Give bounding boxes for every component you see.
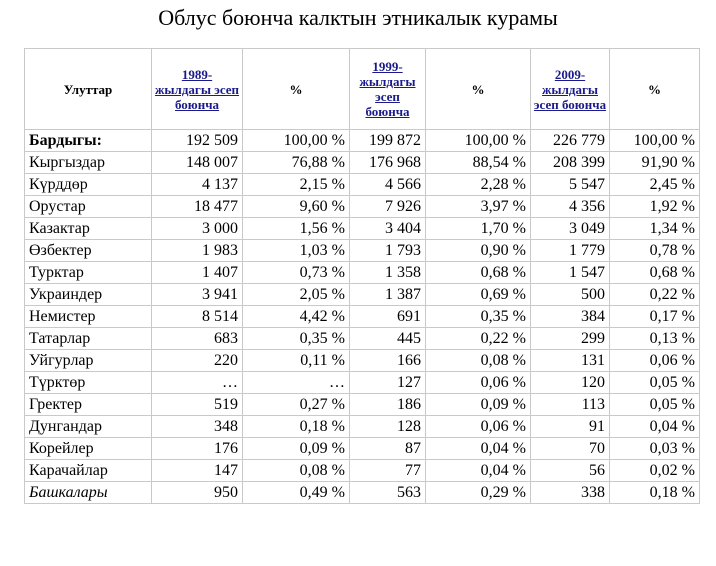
percent-cell: 0,90 % [426, 240, 531, 262]
count-cell: 56 [531, 460, 610, 482]
count-cell: 4 566 [350, 174, 426, 196]
count-cell: 3 049 [531, 218, 610, 240]
percent-cell: 0,35 % [243, 328, 350, 350]
count-cell: 500 [531, 284, 610, 306]
count-cell: 691 [350, 306, 426, 328]
percent-cell: 0,18 % [610, 482, 700, 504]
header-percent-2009: % [610, 49, 700, 130]
percent-cell: 0,11 % [243, 350, 350, 372]
count-cell: 120 [531, 372, 610, 394]
header-nationalities: Улуттар [25, 49, 152, 130]
table-row [25, 372, 700, 394]
header-percent-1989: % [243, 49, 350, 130]
count-cell: 70 [531, 438, 610, 460]
nationality-cell: Бардыгы: [25, 130, 152, 152]
count-cell: 384 [531, 306, 610, 328]
table-row [25, 174, 700, 196]
count-cell: 166 [350, 350, 426, 372]
count-cell: 445 [350, 328, 426, 350]
percent-cell: 3,97 % [426, 196, 531, 218]
percent-cell: 0,06 % [426, 416, 531, 438]
percent-cell: 1,03 % [243, 240, 350, 262]
table-row [25, 284, 700, 306]
table-row [25, 416, 700, 438]
count-cell: 1 793 [350, 240, 426, 262]
count-cell: 1 358 [350, 262, 426, 284]
nationality-cell: Гректер [25, 394, 152, 416]
count-cell: 176 [152, 438, 243, 460]
table-row [25, 306, 700, 328]
percent-cell: 0,03 % [610, 438, 700, 460]
nationality-cell: Уйгурлар [25, 350, 152, 372]
table-row [25, 196, 700, 218]
count-cell: 3 941 [152, 284, 243, 306]
percent-cell: 0,29 % [426, 482, 531, 504]
percent-cell: 0,68 % [426, 262, 531, 284]
count-cell: 1 779 [531, 240, 610, 262]
count-cell: … [152, 372, 243, 394]
count-cell: 18 477 [152, 196, 243, 218]
nationality-cell: Турктар [25, 262, 152, 284]
count-cell: 1 547 [531, 262, 610, 284]
census-1989-link[interactable]: 1989-жылдагы эсеп боюнча [154, 66, 240, 112]
percent-cell: 0,78 % [610, 240, 700, 262]
count-cell: 1 387 [350, 284, 426, 306]
count-cell: 8 514 [152, 306, 243, 328]
table-row [25, 438, 700, 460]
percent-cell: 0,04 % [426, 460, 531, 482]
percent-cell: 0,06 % [426, 372, 531, 394]
nationality-cell: Күрддөр [25, 174, 152, 196]
count-cell: 91 [531, 416, 610, 438]
percent-cell: 76,88 % [243, 152, 350, 174]
percent-cell: 9,60 % [243, 196, 350, 218]
percent-cell: 2,45 % [610, 174, 700, 196]
percent-cell: 0,69 % [426, 284, 531, 306]
nationality-cell: Украиндер [25, 284, 152, 306]
census-2009-link[interactable]: 2009-жылдагы эсеп боюнча [533, 66, 607, 112]
count-cell: 338 [531, 482, 610, 504]
percent-cell: 0,06 % [610, 350, 700, 372]
percent-cell: 0,08 % [426, 350, 531, 372]
percent-cell: 0,04 % [426, 438, 531, 460]
table-header-row [25, 49, 700, 130]
percent-cell: 0,49 % [243, 482, 350, 504]
page-title: Облус боюнча калктын этникалык курамы [158, 5, 558, 30]
table-row [25, 460, 700, 482]
table-row [25, 394, 700, 416]
percent-cell: 0,73 % [243, 262, 350, 284]
percent-cell: 0,35 % [426, 306, 531, 328]
count-cell: 192 509 [152, 130, 243, 152]
table-row [25, 152, 700, 174]
count-cell: 147 [152, 460, 243, 482]
count-cell: 1 407 [152, 262, 243, 284]
table-row [25, 350, 700, 372]
nationality-cell: Башкалары [25, 482, 152, 504]
count-cell: 226 779 [531, 130, 610, 152]
ethnic-composition-table [24, 48, 700, 504]
count-cell: 131 [531, 350, 610, 372]
count-cell: 5 547 [531, 174, 610, 196]
header-census-1999 [350, 49, 426, 130]
count-cell: 348 [152, 416, 243, 438]
count-cell: 199 872 [350, 130, 426, 152]
nationality-cell: Немистер [25, 306, 152, 328]
percent-cell: 2,15 % [243, 174, 350, 196]
percent-cell: 0,13 % [610, 328, 700, 350]
count-cell: 176 968 [350, 152, 426, 174]
percent-cell: 0,08 % [243, 460, 350, 482]
count-cell: 299 [531, 328, 610, 350]
percent-cell: 0,09 % [243, 438, 350, 460]
percent-cell: 100,00 % [610, 130, 700, 152]
percent-cell: 0,05 % [610, 394, 700, 416]
nationality-cell: Казактар [25, 218, 152, 240]
percent-cell: 0,18 % [243, 416, 350, 438]
table-row [25, 328, 700, 350]
percent-cell: 0,22 % [610, 284, 700, 306]
percent-cell: 1,70 % [426, 218, 531, 240]
nationality-cell: Карачайлар [25, 460, 152, 482]
percent-cell: 0,05 % [610, 372, 700, 394]
table-row [25, 130, 700, 152]
count-cell: 519 [152, 394, 243, 416]
count-cell: 128 [350, 416, 426, 438]
count-cell: 683 [152, 328, 243, 350]
percent-cell: … [243, 372, 350, 394]
count-cell: 127 [350, 372, 426, 394]
count-cell: 1 983 [152, 240, 243, 262]
count-cell: 148 007 [152, 152, 243, 174]
nationality-cell: Корейлер [25, 438, 152, 460]
table-row [25, 240, 700, 262]
count-cell: 4 356 [531, 196, 610, 218]
percent-cell: 2,05 % [243, 284, 350, 306]
percent-cell: 88,54 % [426, 152, 531, 174]
count-cell: 87 [350, 438, 426, 460]
percent-cell: 0,02 % [610, 460, 700, 482]
header-percent-1999: % [426, 49, 531, 130]
count-cell: 77 [350, 460, 426, 482]
count-cell: 3 000 [152, 218, 243, 240]
percent-cell: 0,04 % [610, 416, 700, 438]
header-census-1989 [152, 49, 243, 130]
nationality-cell: Кыргыздар [25, 152, 152, 174]
percent-cell: 0,27 % [243, 394, 350, 416]
count-cell: 3 404 [350, 218, 426, 240]
nationality-cell: Түрктөр [25, 372, 152, 394]
nationality-cell: Өзбектер [25, 240, 152, 262]
percent-cell: 1,56 % [243, 218, 350, 240]
count-cell: 208 399 [531, 152, 610, 174]
percent-cell: 0,22 % [426, 328, 531, 350]
percent-cell: 0,09 % [426, 394, 531, 416]
percent-cell: 1,92 % [610, 196, 700, 218]
count-cell: 113 [531, 394, 610, 416]
percent-cell: 91,90 % [610, 152, 700, 174]
percent-cell: 0,68 % [610, 262, 700, 284]
count-cell: 220 [152, 350, 243, 372]
percent-cell: 100,00 % [243, 130, 350, 152]
count-cell: 563 [350, 482, 426, 504]
percent-cell: 100,00 % [426, 130, 531, 152]
count-cell: 4 137 [152, 174, 243, 196]
percent-cell: 2,28 % [426, 174, 531, 196]
nationality-cell: Дунгандар [25, 416, 152, 438]
percent-cell: 1,34 % [610, 218, 700, 240]
percent-cell: 4,42 % [243, 306, 350, 328]
percent-cell: 0,17 % [610, 306, 700, 328]
nationality-cell: Татарлар [25, 328, 152, 350]
table-row [25, 218, 700, 240]
table-row [25, 482, 700, 504]
header-census-2009 [531, 49, 610, 130]
census-1999-link[interactable]: 1999-жылдагы эсеп боюнча [359, 59, 416, 119]
nationality-cell: Орустар [25, 196, 152, 218]
count-cell: 7 926 [350, 196, 426, 218]
table-row [25, 262, 700, 284]
count-cell: 186 [350, 394, 426, 416]
count-cell: 950 [152, 482, 243, 504]
